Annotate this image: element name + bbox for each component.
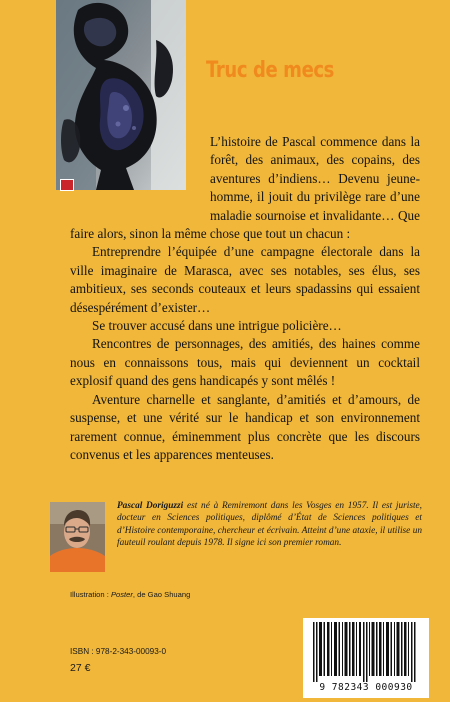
illustration-work-title: Poster xyxy=(110,590,133,599)
summary-paragraph: Se trouver accusé dans une intrigue policière… xyxy=(92,318,342,334)
barcode-bars xyxy=(309,622,423,682)
barcode xyxy=(303,618,429,698)
author-name: Pascal Doriguzzi xyxy=(117,501,184,511)
summary-paragraph: L’histoire de Pascal commence dans la forêt, des animaux, des copains, des aventures d’indiens… Devenu jeune-homme, il jouit du privilège rare d’une maladie sournoise et invalidante… Que faire alors, sinon la même chose que tout un chacun : xyxy=(70,134,420,242)
author-bio xyxy=(117,500,422,549)
illustration-credit: Illustration : Poster, de Gao Shuang xyxy=(70,590,191,599)
isbn: ISBN : 978-2-343-00093-0 xyxy=(70,647,167,656)
book-title: Truc de mecs xyxy=(206,58,335,83)
summary-paragraph: Rencontres de personnages, des amitiés, des haines comme nous en connaissons tous, mais qui deviennent un cocktail explosif quand des gens handicapés y sont mêlés ! xyxy=(70,336,420,389)
back-cover-summary xyxy=(70,133,420,464)
price: 27 € xyxy=(70,662,91,674)
barcode-number: 9 782343 000930 xyxy=(319,682,413,693)
author-photo xyxy=(50,502,105,572)
summary-paragraph: Aventure charnelle et sanglante, d’amitiés et d’amours, de suspense, et une vérité sur le handicap et son environnement rarement connue, éminemment plus concrète que les discours convenus et les apparences menteuses. xyxy=(70,391,420,462)
author-bio-text: est né à Remiremont dans les Vosges en 1957. Il est juriste, docteur en Sciences politiques, diplômé d’État de Sciences politiques et d’Histoire contemporaine, chercheur et écrivain. Atteint d’une ataxie, il utilise un fauteuil roulant depuis 1978. Il signe ici son premier roman. xyxy=(117,501,422,548)
summary-paragraph: Entreprendre l’équipée d’une campagne électorale dans la ville imaginaire de Marasca, avec ses notables, ses élus, ses ambitieux, ses seconds couteaux et leurs spadassins qui essaient désespérément d’exister… xyxy=(70,244,420,315)
